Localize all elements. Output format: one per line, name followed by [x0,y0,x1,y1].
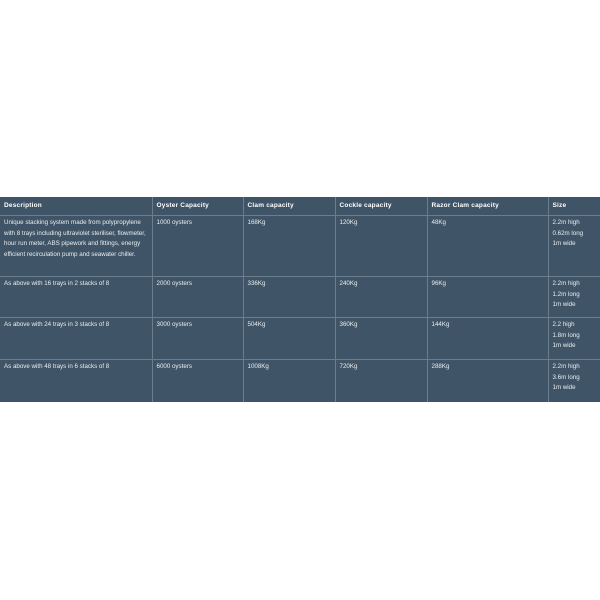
cell-razor-clam-capacity: 48Kg [427,216,548,277]
header-cockle-capacity: Cockle capacity [335,197,427,216]
table-row [0,318,600,360]
header-size: Size [548,197,600,216]
size-length: 3.6m long [552,373,580,381]
size-length: 1.8m long [552,331,580,339]
cell-description: As above with 48 trays in 6 stacks of 8 [0,360,152,402]
size-height: 2.2m high [552,219,580,226]
cell-size [548,216,600,277]
cell-cockle-capacity: 120Kg [335,216,427,277]
cell-cockle-capacity: 240Kg [335,277,427,318]
size-width: 1m wide [552,384,576,392]
size-width: 1m wide [552,301,576,309]
header-razor-clam-capacity: Razor Clam capacity [427,197,548,216]
table-row [0,277,600,318]
capacity-table [0,197,600,402]
table-header-row [0,197,600,216]
cell-clam-capacity: 504Kg [243,318,335,360]
table-row [0,216,600,277]
cell-razor-clam-capacity: 144Kg [427,318,548,360]
cell-size [548,277,600,318]
cell-description: Unique stacking system made from polypropylene with 8 trays including ultraviolet steriliser, flowmeter, hour run meter, ABS pipework and fittings, energy efficient recirculation pump and seawater chiller. [0,216,152,277]
size-width: 1m wide [552,342,576,350]
cell-size [548,360,600,402]
size-length: 1.2m long [552,290,580,298]
cell-razor-clam-capacity: 96Kg [427,277,548,318]
cell-description: As above with 16 trays in 2 stacks of 8 [0,277,152,318]
size-height: 2.2m high [552,363,580,370]
table-row [0,360,600,402]
cell-cockle-capacity: 720Kg [335,360,427,402]
capacity-table-panel [0,197,600,402]
size-height: 2.2m high [552,280,580,287]
size-width: 1m wide [552,240,576,248]
cell-oyster-capacity: 1000 oysters [152,216,243,277]
cell-oyster-capacity: 3000 oysters [152,318,243,360]
cell-clam-capacity: 336Kg [243,277,335,318]
header-description: Description [0,197,152,216]
header-oyster-capacity: Oyster Capacity [152,197,243,216]
size-length: 0.62m long [552,229,584,237]
cell-clam-capacity: 1008Kg [243,360,335,402]
header-clam-capacity: Clam capacity [243,197,335,216]
cell-size [548,318,600,360]
size-height: 2.2 high [552,321,575,328]
cell-cockle-capacity: 360Kg [335,318,427,360]
cell-clam-capacity: 168Kg [243,216,335,277]
cell-oyster-capacity: 2000 oysters [152,277,243,318]
cell-description: As above with 24 trays in 3 stacks of 8 [0,318,152,360]
cell-oyster-capacity: 6000 oysters [152,360,243,402]
cell-razor-clam-capacity: 288Kg [427,360,548,402]
